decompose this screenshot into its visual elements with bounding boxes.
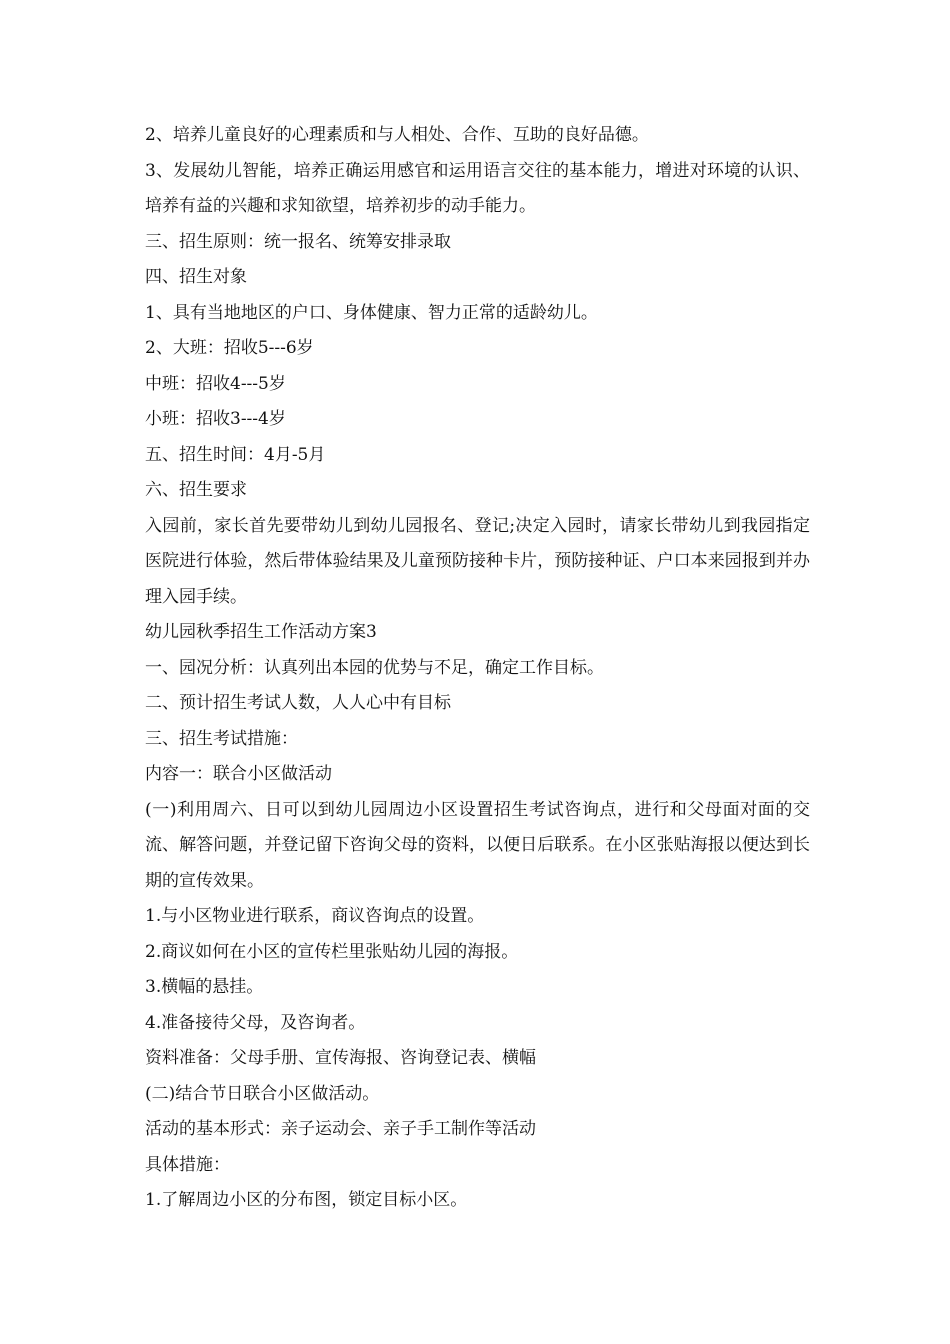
paragraph: 2、大班：招收5---6岁 — [145, 338, 314, 358]
paragraph: 三、招生考试措施： — [145, 728, 298, 749]
paragraph: 2、培养儿童良好的心理素质和与人相处、合作、互助的良好品德。 — [145, 125, 649, 145]
paragraph: 3.横幅的悬挂。 — [145, 977, 264, 997]
paragraph: 四、招生对象 — [145, 267, 247, 287]
paragraph: 1.与小区物业进行联系，商议咨询点的设置。 — [145, 906, 485, 926]
paragraph: 三、招生原则：统一报名、统筹安排录取 — [145, 231, 451, 252]
paragraph: 1.了解周边小区的分布图，锁定目标小区。 — [145, 1190, 468, 1210]
paragraph: 1、具有当地地区的户口、身体健康、智力正常的适龄幼儿。 — [145, 302, 598, 323]
paragraph: 一、园况分析：认真列出本园的优势与不足，确定工作目标。 — [145, 657, 604, 678]
paragraph: 4.准备接待父母，及咨询者。 — [145, 1012, 366, 1033]
paragraph: 3、发展幼儿智能，培养正确运用感官和运用语言交往的基本能力，增进对环境的认识、培养有益的兴趣和求知欲望，培养初步的动手能力。 — [145, 160, 810, 216]
paragraph: 六、招生要求 — [145, 480, 247, 500]
paragraph: 中班：招收4---5岁 — [145, 373, 286, 394]
paragraph: 2.商议如何在小区的宣传栏里张贴幼儿园的海报。 — [145, 941, 519, 962]
paragraph: 小班：招收3---4岁 — [145, 409, 286, 429]
paragraph: 五、招生时间：4月-5月 — [145, 444, 326, 465]
paragraph: 内容一：联合小区做活动 — [145, 764, 332, 784]
paragraph: 资料准备：父母手册、宣传海报、咨询登记表、横幅 — [145, 1048, 536, 1068]
paragraph: 具体措施： — [145, 1154, 230, 1175]
paragraph: 入园前，家长首先要带幼儿到幼儿园报名、登记;决定入园时，请家长带幼儿到我园指定医院进行体验，然后带体验结果及儿童预防接种卡片，预防接种证、户口本来园报到并办理入园手续。 — [145, 515, 810, 607]
paragraph: (二)结合节日联合小区做活动。 — [145, 1083, 380, 1104]
paragraph: 活动的基本形式：亲子运动会、亲子手工制作等活动 — [145, 1119, 536, 1139]
paragraph: (一)利用周六、日可以到幼儿园周边小区设置招生考试咨询点，进行和父母面对面的交流、解答问题，并登记留下咨询父母的资料，以便日后联系。在小区张贴海报以便达到长期的宣传效果。 — [145, 799, 810, 891]
section-title: 幼儿园秋季招生工作活动方案3 — [145, 622, 377, 642]
document-page — [145, 118, 810, 1219]
paragraph: 二、预计招生考试人数，人人心中有目标 — [145, 693, 451, 713]
